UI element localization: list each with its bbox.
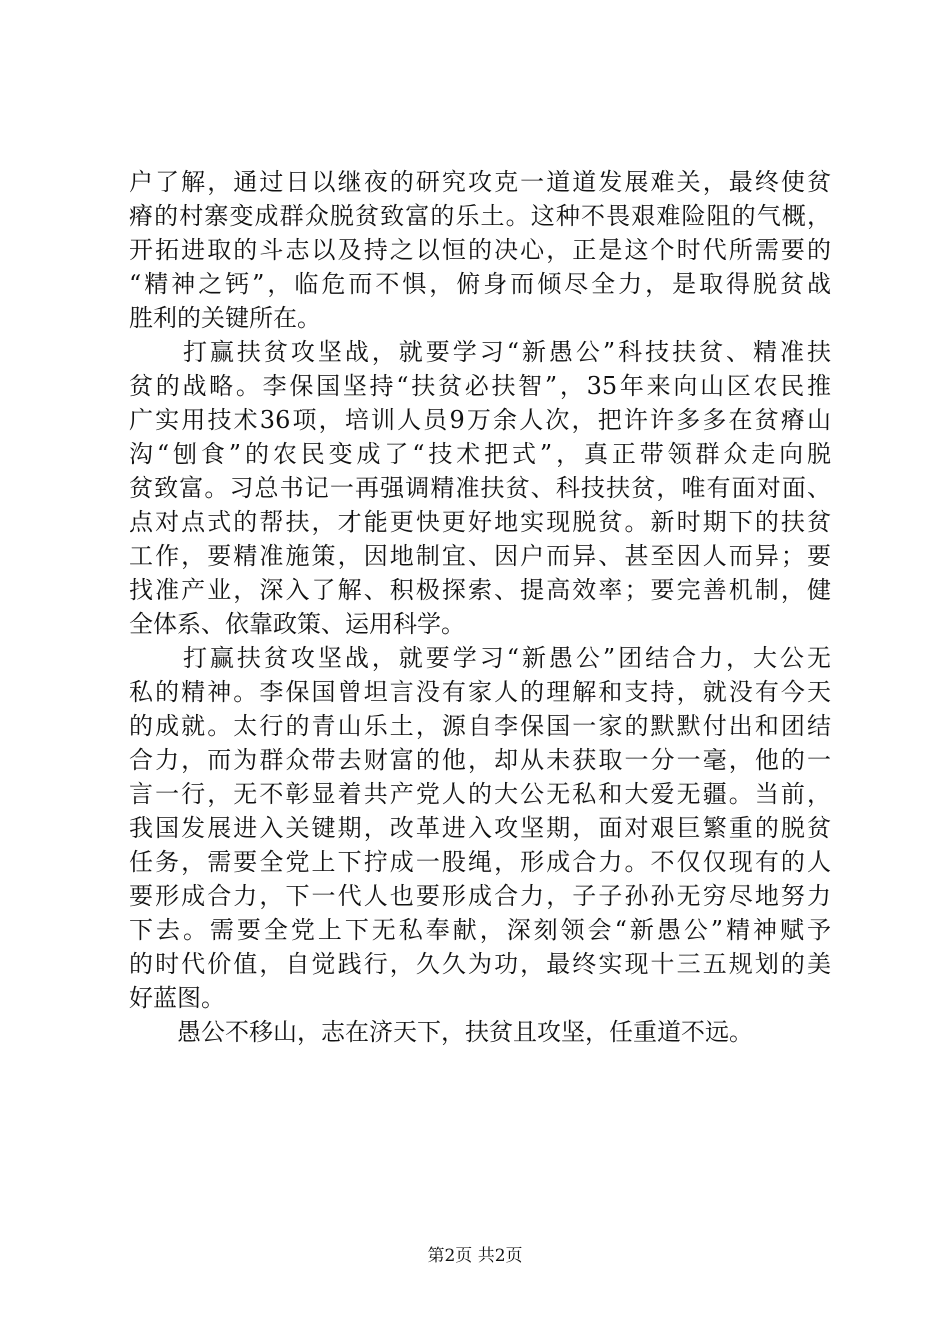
text-line: 找准产业，深入了解、积极探索、提高效率；要完善机制，健 [129,576,831,604]
text-line: 户了解，通过日以继夜的研究攻克一道道发展难关，最终使贫 [129,168,831,196]
text-line: 开拓进取的斗志以及持之以恒的决心，正是这个时代所需要的 [129,236,831,264]
text-line: 广实用技术36项，培训人员9万余人次，把许许多多在贫瘠山 [129,406,831,434]
text-line: 言一行，无不彰显着共产党人的大公无私和大爱无疆。当前， [129,780,831,808]
text-line: 工作，要精准施策，因地制宜、因户而异、甚至因人而异；要 [129,542,831,570]
text-line: 愚公不移山，志在济天下，扶贫且攻坚，任重道不远。 [129,1018,753,1046]
text-line: “精神之钙”，临危而不惧，俯身而倾尽全力，是取得脱贫战 [129,270,831,298]
text-line: 的成就。太行的青山乐土，源自李保国一家的默默付出和团结 [129,712,831,740]
text-line: 瘠的村寨变成群众脱贫致富的乐土。这种不畏艰难险阻的气概， [129,202,831,230]
text-line: 点对点式的帮扶，才能更快更好地实现脱贫。新时期下的扶贫 [129,508,831,536]
text-line: 要形成合力，下一代人也要形成合力，子子孙孙无穷尽地努力 [129,882,831,910]
text-line: 全体系、依靠政策、运用科学。 [129,610,465,638]
text-line: 合力，而为群众带去财富的他，却从未获取一分一毫，他的一 [129,746,831,774]
text-line: 好蓝图。 [129,984,225,1012]
text-line: 打赢扶贫攻坚战，就要学习“新愚公”科技扶贫、精准扶 [129,338,831,366]
text-line: 私的精神。李保国曾坦言没有家人的理解和支持，就没有今天 [129,678,831,706]
text-line: 的时代价值，自觉践行，久久为功，最终实现十三五规划的美 [129,950,831,978]
text-line: 沟“刨食”的农民变成了“技术把式”，真正带领群众走向脱 [129,440,831,468]
text-line: 打赢扶贫攻坚战，就要学习“新愚公”团结合力，大公无 [129,644,831,672]
page-footer: 第2页 共2页 [427,1246,523,1266]
body-text [129,165,831,1049]
text-line: 胜利的关键所在。 [129,304,321,332]
text-line: 下去。需要全党上下无私奉献，深刻领会“新愚公”精神赋予 [129,916,831,944]
text-line: 贫的战略。李保国坚持“扶贫必扶智”，35年来向山区农民推 [129,372,831,400]
text-line: 任务，需要全党上下拧成一股绳，形成合力。不仅仅现有的人 [129,848,831,876]
text-line: 我国发展进入关键期，改革进入攻坚期，面对艰巨繁重的脱贫 [129,814,831,842]
text-line: 贫致富。习总书记一再强调精准扶贫、科技扶贫，唯有面对面、 [129,474,831,502]
